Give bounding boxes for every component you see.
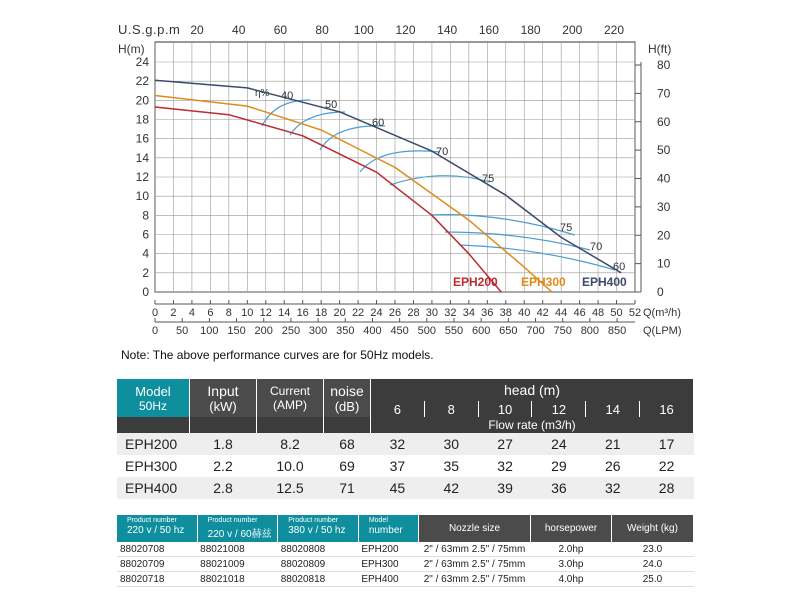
order-cell: 88020808	[278, 542, 359, 557]
gpm-tick-label: 180	[520, 23, 541, 37]
gpm-tick-label: 20	[190, 23, 204, 37]
head-value-header: 8	[424, 401, 478, 417]
lpm-tick-label: 800	[580, 325, 600, 337]
ft-tick-label: 50	[657, 143, 671, 158]
efficiency-label: 70	[590, 241, 603, 253]
flow-tick-label: 4	[188, 307, 195, 319]
value-cell: 8.2	[257, 433, 324, 455]
flow-tick-label: 42	[536, 307, 549, 319]
model-cell: EPH200	[117, 433, 190, 455]
y-tick-label: 14	[135, 150, 149, 165]
spec-table	[117, 379, 694, 499]
lpm-tick-label: 200	[254, 325, 273, 337]
ft-tick-label: 0	[657, 285, 664, 299]
flow-tick-label: 46	[573, 307, 586, 319]
gpm-tick-label: 200	[562, 23, 583, 37]
y-tick-label: 12	[135, 170, 149, 184]
flow-tick-label: 28	[407, 307, 420, 319]
flow-tick-label: 48	[591, 307, 605, 319]
y-tick-label: 10	[135, 189, 149, 204]
value-cell: 45	[371, 477, 425, 499]
order-header: horsepower	[530, 515, 611, 542]
order-cell: 88020818	[278, 572, 359, 587]
head-value-header: 12	[532, 401, 586, 417]
order-cell: 24.0	[611, 557, 693, 572]
y-tick-label: 8	[142, 208, 149, 223]
efficiency-symbol: η%	[255, 88, 270, 99]
value-cell: 10.0	[257, 455, 324, 477]
y-tick-label: 4	[142, 246, 149, 261]
flow-tick-label: 6	[207, 307, 214, 319]
table-row	[117, 542, 694, 557]
lpm-tick-label: 600	[471, 325, 491, 337]
efficiency-label: 75	[560, 222, 573, 234]
flow-tick-label: 34	[462, 307, 475, 319]
order-cell: 2" / 63mm 2.5" / 75mm	[419, 572, 531, 587]
order-header: Nozzle size	[419, 515, 531, 542]
head-value-header: 14	[586, 401, 640, 417]
flow-tick-label: 26	[388, 307, 402, 319]
value-cell: 32	[371, 433, 425, 455]
gpm-axis-label: U.S.g.p.m	[118, 22, 181, 37]
lpm-tick-label: 250	[281, 325, 301, 337]
flow-tick-label: 36	[481, 307, 494, 319]
flow-tick-label: 16	[296, 307, 309, 319]
series-label-eph400: EPH400	[582, 275, 627, 289]
y-tick-label: 2	[142, 265, 149, 280]
y-tick-label: 0	[142, 285, 149, 299]
head-value-header: 10	[478, 401, 532, 417]
order-header: Product number 380 v / 50 hz	[278, 515, 359, 542]
flow-tick-label: 24	[370, 307, 383, 319]
value-cell: 26	[586, 455, 640, 477]
value-cell: 39	[478, 477, 532, 499]
efficiency-label: 40	[281, 90, 294, 102]
flow-tick-label: 44	[555, 307, 568, 319]
y-axis-label-left: H(m)	[118, 42, 145, 56]
flow-tick-label: 32	[444, 307, 457, 319]
order-cell: EPH200	[358, 542, 418, 557]
head-value-header: 16	[640, 401, 694, 417]
lpm-tick-label: 300	[308, 325, 328, 337]
flow-rate-header: Flow rate (m3/h)	[371, 417, 694, 433]
lpm-tick-label: 500	[417, 325, 436, 337]
value-cell: 1.8	[190, 433, 257, 455]
order-cell: 88021009	[197, 557, 278, 572]
order-cell: 88020809	[278, 557, 359, 572]
value-cell: 30	[424, 433, 478, 455]
lpm-tick-label: 550	[444, 325, 464, 337]
gpm-tick-label: 60	[273, 23, 288, 37]
gpm-tick-label: 120	[395, 23, 416, 37]
ft-tick-label: 80	[657, 58, 671, 72]
ft-tick-label: 70	[657, 86, 671, 101]
head-header: head (m)	[371, 379, 694, 401]
order-cell: EPH400	[358, 572, 418, 587]
value-cell: 69	[324, 455, 371, 477]
order-header: Product number 220 v / 50 hz	[117, 515, 197, 542]
value-cell: 2.2	[190, 455, 257, 477]
value-cell: 17	[640, 433, 694, 455]
value-cell: 37	[371, 455, 425, 477]
lpm-tick-label: 0	[151, 325, 159, 337]
gpm-tick-label: 160	[478, 23, 499, 37]
ft-tick-label: 10	[657, 256, 671, 271]
lpm-tick-label: 350	[336, 325, 355, 337]
efficiency-label: 70	[436, 146, 449, 158]
order-cell: 23.0	[611, 542, 693, 557]
order-table	[117, 515, 694, 587]
flow-tick-label: 38	[499, 307, 512, 319]
order-cell: 88021018	[197, 572, 278, 587]
value-cell: 32	[586, 477, 640, 499]
value-cell: 21	[586, 433, 640, 455]
order-cell: 4.0hp	[530, 572, 611, 587]
series-label-eph300: EPH300	[521, 275, 566, 289]
gpm-tick-label: 220	[603, 23, 625, 37]
flow-tick-label: 18	[315, 307, 328, 319]
efficiency-label: 60	[613, 261, 626, 273]
flow-tick-label: 22	[351, 307, 365, 319]
order-header: Product number 220 v / 60赫兹	[197, 515, 278, 542]
lpm-tick-label: 650	[499, 325, 518, 337]
value-cell: 2.8	[190, 477, 257, 499]
flow-tick-label: 10	[241, 307, 254, 319]
series-label-eph200: EPH200	[453, 275, 498, 289]
y-tick-label: 6	[142, 227, 149, 242]
lpm-tick-label: 700	[526, 325, 545, 337]
model-header: Model 50Hz	[117, 379, 190, 417]
y-tick-label: 20	[135, 93, 149, 108]
lpm-tick-label: 750	[553, 325, 572, 337]
order-cell: 2.0hp	[530, 542, 611, 557]
y-tick-label: 16	[135, 131, 149, 146]
value-cell: 68	[324, 433, 371, 455]
value-cell: 27	[478, 433, 532, 455]
flow-tick-label: 8	[225, 307, 232, 319]
value-cell: 35	[424, 455, 478, 477]
flow-tick-label: 30	[425, 307, 439, 319]
noise-header: noise (dB)	[324, 379, 371, 417]
order-header: Weight (kg)	[611, 515, 693, 542]
lpm-axis-label: Q(LPM)	[643, 325, 682, 337]
order-cell: 88021008	[197, 542, 278, 557]
table-row	[117, 572, 694, 587]
input-header: Input (kW)	[190, 379, 257, 417]
value-cell: 42	[424, 477, 478, 499]
flow-tick-label: 2	[170, 307, 177, 319]
chart-note: Note: The above performance curves are for 50Hz models.	[121, 348, 434, 362]
value-cell: 71	[324, 477, 371, 499]
order-cell: EPH300	[358, 557, 418, 572]
table-row	[117, 557, 694, 572]
order-cell: 2" / 63mm 2.5" / 75mm	[419, 557, 531, 572]
value-cell: 32	[478, 455, 532, 477]
ft-tick-label: 40	[657, 171, 671, 186]
value-cell: 22	[640, 455, 694, 477]
table-row	[117, 477, 694, 499]
model-cell: EPH400	[117, 477, 190, 499]
value-cell: 12.5	[257, 477, 324, 499]
ft-tick-label: 60	[657, 114, 671, 129]
lpm-tick-label: 850	[607, 325, 627, 337]
table-row	[117, 455, 694, 477]
flow-tick-label: 14	[278, 307, 291, 319]
order-header: Model number	[358, 515, 418, 542]
efficiency-label: 75	[482, 173, 495, 185]
flow-tick-label: 50	[610, 307, 623, 319]
gpm-tick-label: 140	[437, 23, 458, 37]
lpm-tick-label: 100	[200, 325, 219, 337]
model-cell: EPH300	[117, 455, 190, 477]
value-cell: 29	[532, 455, 586, 477]
gpm-tick-label: 40	[232, 23, 246, 37]
flow-tick-label: 0	[151, 307, 159, 319]
order-cell: 3.0hp	[530, 557, 611, 572]
value-cell: 24	[532, 433, 586, 455]
value-cell: 28	[640, 477, 694, 499]
flow-tick-label: 52	[628, 307, 642, 319]
flow-tick-label: 12	[259, 307, 272, 319]
flow-tick-label: 40	[518, 307, 531, 319]
lpm-tick-label: 400	[363, 325, 382, 337]
order-cell: 2" / 63mm 2.5" / 75mm	[419, 542, 531, 557]
ft-tick-label: 30	[657, 199, 671, 214]
order-cell: 25.0	[611, 572, 693, 587]
order-cell: 88020708	[117, 542, 197, 557]
y-tick-label: 18	[135, 112, 149, 127]
lpm-tick-label: 150	[227, 325, 246, 337]
lpm-tick-label: 450	[390, 325, 409, 337]
gpm-tick-label: 80	[315, 23, 329, 37]
lpm-tick-label: 50	[176, 325, 189, 337]
order-cell: 88020718	[117, 572, 197, 587]
order-cell: 88020709	[117, 557, 197, 572]
y-tick-label: 22	[135, 74, 149, 89]
flow-axis-label: Q(m³/h)	[643, 307, 681, 319]
y-tick-label: 24	[135, 55, 149, 69]
y-axis-label-right: H(ft)	[648, 42, 672, 56]
efficiency-label: 60	[372, 117, 385, 129]
gpm-tick-label: 100	[353, 23, 374, 37]
table-row	[117, 433, 694, 455]
current-header: Current (AMP)	[257, 379, 324, 417]
value-cell: 36	[532, 477, 586, 499]
efficiency-label: 50	[325, 99, 338, 111]
flow-tick-label: 20	[333, 307, 346, 319]
ft-tick-label: 20	[657, 228, 671, 243]
head-value-header: 6	[371, 401, 425, 417]
